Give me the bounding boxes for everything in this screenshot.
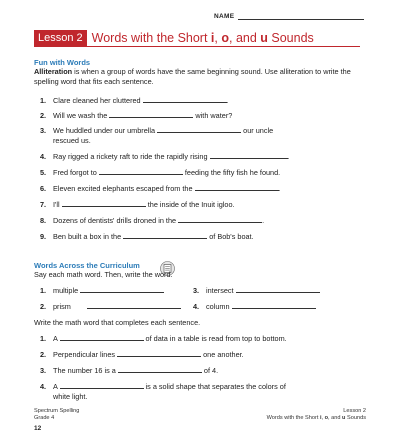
- item-number: 6.: [40, 184, 47, 193]
- item-text: A: [53, 382, 60, 391]
- item-number: 2.: [40, 350, 47, 359]
- title-prefix: Words with the Short: [91, 31, 211, 45]
- answer-blank[interactable]: [232, 302, 316, 309]
- item-text-end: feeding the fifty fish he found.: [182, 168, 281, 177]
- page-number: 12: [34, 425, 42, 432]
- item-number: 7.: [40, 200, 47, 209]
- item-text: Perpendicular lines: [53, 350, 118, 359]
- item-text: We huddled under our umbrella: [53, 126, 158, 135]
- answer-blank[interactable]: [99, 168, 183, 175]
- alliteration-intro: [34, 67, 366, 86]
- name-field[interactable]: [214, 12, 364, 20]
- answer-blank[interactable]: [118, 366, 202, 373]
- item-text-end: the inside of the Inuit igloo.: [145, 200, 235, 209]
- item-continuation: white light.: [53, 392, 88, 401]
- answer-blank[interactable]: [210, 152, 288, 159]
- math-intro-2: Write the math word that completes each sentence.: [34, 318, 201, 327]
- list-item: [40, 334, 287, 343]
- name-line[interactable]: [238, 12, 364, 20]
- list-item: [40, 200, 235, 209]
- answer-blank[interactable]: [117, 350, 201, 357]
- footer-vowel-o: o: [324, 415, 329, 422]
- item-text: Clare cleaned her cluttered: [53, 96, 143, 105]
- footer-sep: ,: [321, 415, 325, 422]
- answer-blank[interactable]: [87, 302, 181, 309]
- answer-blank[interactable]: [236, 286, 320, 293]
- item-text: A: [53, 334, 60, 343]
- title-vowel-i: i: [210, 31, 215, 45]
- answer-blank[interactable]: [80, 286, 164, 293]
- item-number: 4.: [40, 152, 47, 161]
- item-text: Eleven excited elephants escaped from the: [53, 184, 195, 193]
- item-text-end: of data in a table is read from top to bottom.: [143, 334, 287, 343]
- answer-blank[interactable]: [123, 232, 207, 239]
- item-number: 2.: [40, 302, 47, 311]
- item-text: Ray rigged a rickety raft to ride the rapidly rising: [53, 152, 210, 161]
- list-item: [40, 168, 280, 177]
- item-number: 4.: [40, 382, 47, 391]
- math-intro: Say each math word. Then, write the word.: [34, 270, 173, 279]
- item-text: Ben built a box in the: [53, 232, 124, 241]
- alliteration-term: Alliteration: [34, 67, 73, 76]
- answer-blank[interactable]: [60, 382, 144, 389]
- math-word-item: [193, 302, 316, 311]
- item-number: 3.: [40, 126, 47, 135]
- title-divider: [34, 46, 360, 47]
- item-number: 4.: [193, 302, 200, 311]
- lesson-title: [92, 31, 314, 45]
- item-text: Fred forgot to: [53, 168, 99, 177]
- item-number: 2.: [40, 111, 47, 120]
- item-number: 3.: [193, 286, 200, 295]
- math-word-item: [40, 286, 164, 295]
- footer-title-prefix: Words with the Short: [266, 415, 320, 422]
- footer-right: [267, 408, 366, 422]
- item-number: 1.: [40, 96, 47, 105]
- title-vowel-u: u: [260, 31, 268, 45]
- list-item: [40, 350, 244, 359]
- item-number: 8.: [40, 216, 47, 225]
- item-text-end: with water?: [193, 111, 233, 120]
- footer-lesson: Lesson 2: [343, 408, 366, 414]
- footer-title-suffix: Sounds: [345, 415, 366, 422]
- title-vowel-o: o: [221, 31, 229, 45]
- answer-blank[interactable]: [109, 111, 193, 118]
- section-heading-fun-with-words: Fun with Words: [34, 58, 91, 67]
- item-text-end: .: [226, 96, 229, 105]
- section-heading-across-curriculum: Words Across the Curriculum: [34, 261, 140, 270]
- item-text: The number 16 is a: [53, 366, 118, 375]
- title-sep: ,: [214, 31, 222, 45]
- math-word: intersect: [206, 286, 234, 295]
- math-word: multiple: [53, 286, 79, 295]
- item-continuation: rescued us.: [53, 136, 91, 145]
- list-item: [40, 184, 281, 193]
- item-text-end: is a solid shape that separates the colors of: [143, 382, 286, 391]
- list-item: [40, 126, 273, 135]
- math-word: prism: [53, 302, 71, 311]
- item-number: 9.: [40, 232, 47, 241]
- item-text: Dozens of dentists' drills droned in the: [53, 216, 179, 225]
- item-text-end: of 4.: [201, 366, 219, 375]
- item-number: 3.: [40, 366, 47, 375]
- page-title: [34, 30, 314, 46]
- item-text-end: .: [262, 216, 265, 225]
- item-number: 5.: [40, 168, 47, 177]
- math-word-item: [193, 286, 320, 295]
- item-text: Will we wash the: [53, 111, 110, 120]
- item-text: I'll: [53, 200, 62, 209]
- name-label: NAME: [214, 13, 235, 20]
- title-suffix: Sounds: [267, 31, 314, 45]
- title-and: , and: [229, 31, 261, 45]
- answer-blank[interactable]: [143, 96, 227, 103]
- math-word: column: [206, 302, 230, 311]
- list-item: [40, 111, 232, 120]
- list-item: [40, 382, 286, 391]
- footer-vowel-u: u: [342, 415, 346, 422]
- footer-and: , and: [328, 415, 343, 422]
- list-item: [40, 96, 229, 105]
- answer-blank[interactable]: [195, 184, 279, 191]
- footer-vowel-i: i: [319, 415, 322, 422]
- answer-blank[interactable]: [60, 334, 144, 341]
- book-title: Spectrum Spelling: [34, 408, 80, 414]
- footer-lesson-title: [267, 415, 366, 422]
- list-item: [40, 232, 254, 241]
- answer-blank[interactable]: [62, 200, 146, 207]
- item-text-end: one another.: [201, 350, 244, 359]
- item-text-end: our uncle: [241, 126, 274, 135]
- math-word-item: [40, 302, 181, 311]
- item-number: 1.: [40, 334, 47, 343]
- lesson-badge: Lesson 2: [34, 30, 87, 46]
- list-item: [40, 366, 218, 375]
- footer-left: [34, 408, 79, 422]
- grade-label: Grade 4: [34, 415, 55, 422]
- item-text-end: .: [287, 152, 290, 161]
- item-text-end: .: [278, 184, 281, 193]
- alliteration-text: is when a group of words have the same beginning sound. Use alliteration to write the spelling word that fits each sentence.: [34, 67, 351, 86]
- answer-blank[interactable]: [178, 216, 265, 225]
- list-item: [40, 152, 290, 161]
- item-number: 1.: [40, 286, 47, 295]
- item-text-end: of Bob's boat.: [207, 232, 254, 241]
- list-item: [40, 216, 264, 225]
- answer-blank[interactable]: [157, 126, 241, 133]
